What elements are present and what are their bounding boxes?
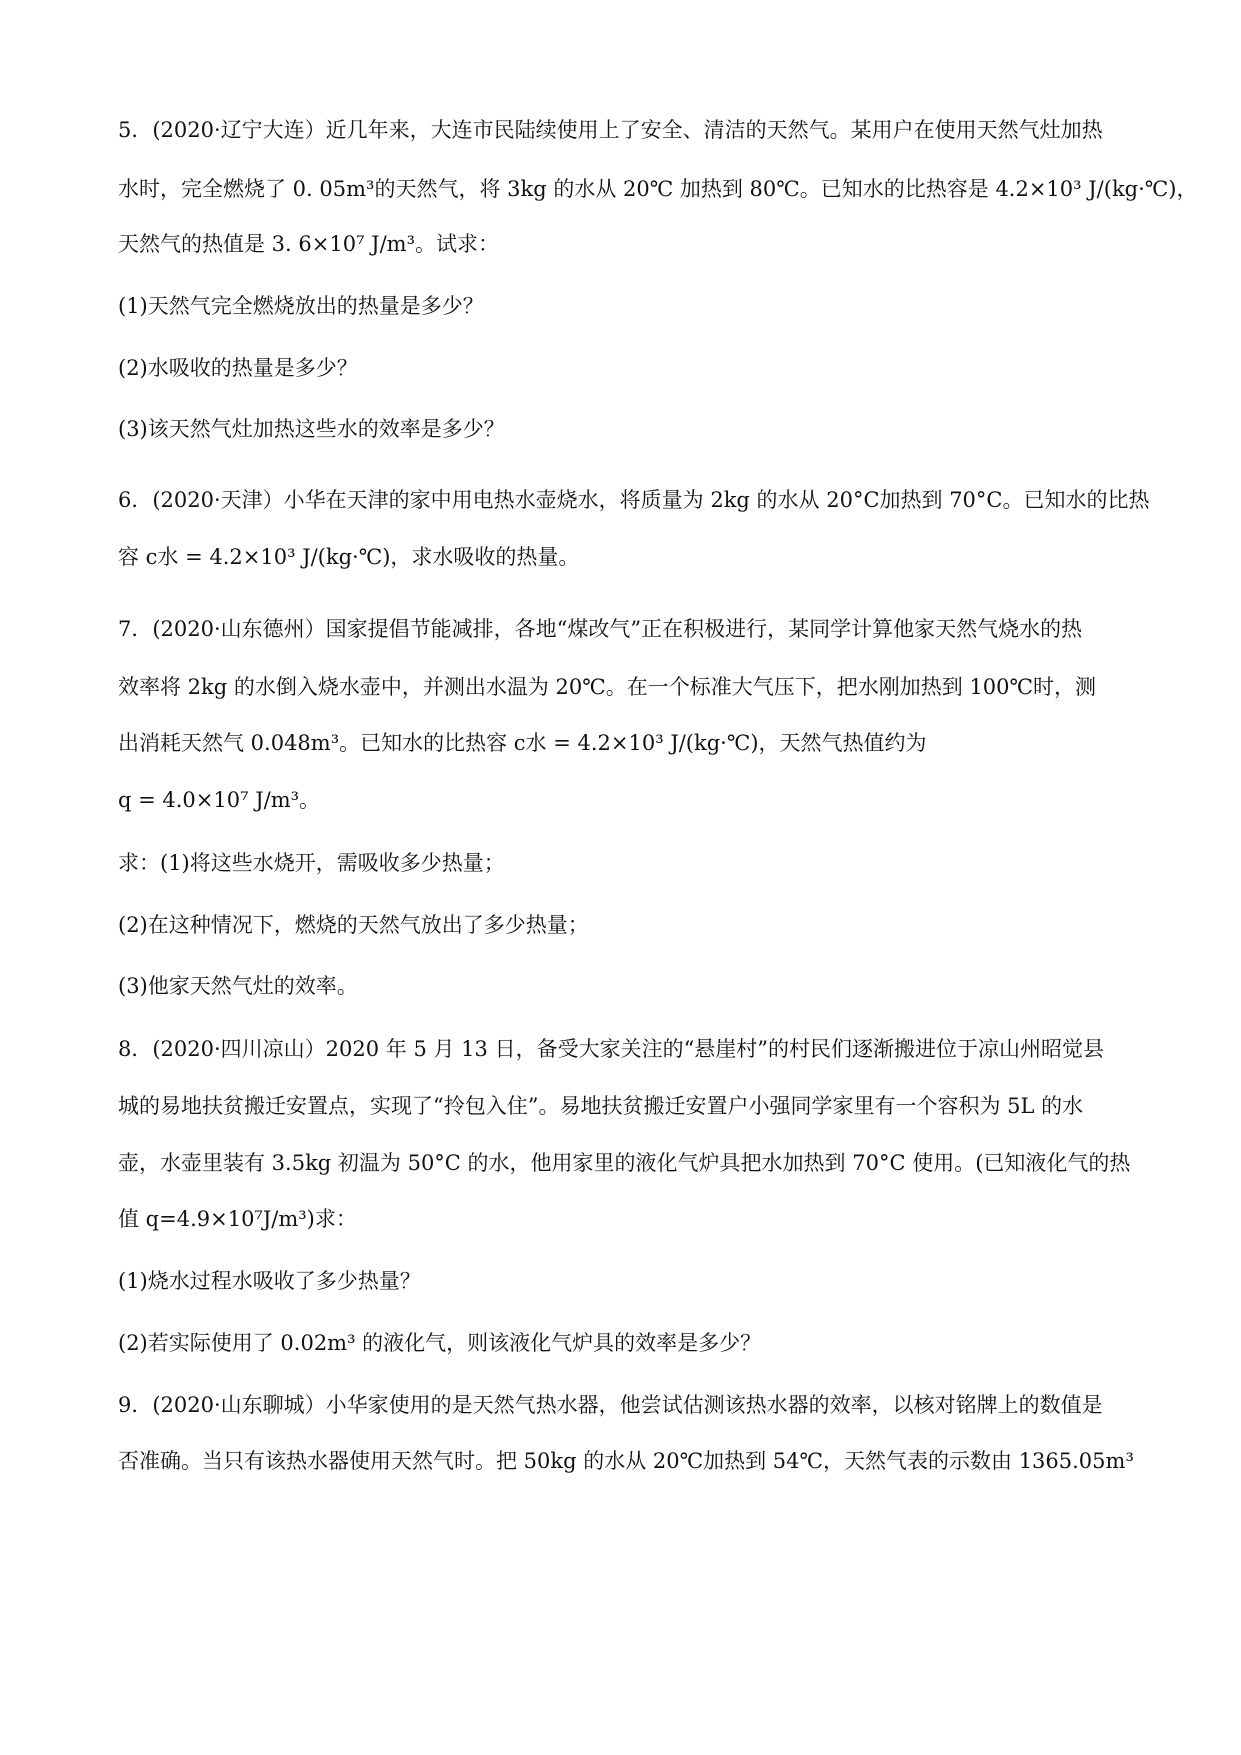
problem-5-line-6: (3)该天然气灶加热这些水的效率是多少？ [118, 417, 505, 441]
problem-7-line-2: 效率将 2kg 的水倒入烧水壶中，并测出水温为 20℃。在一个标准大气压下，把水刚加热到 100℃时，测 [118, 675, 1097, 699]
problem-7-line-4: q = 4.0×10⁷ J/m³。 [118, 788, 321, 812]
problem-9-line-1: 9．(2020·山东聊城）小华家使用的是天然气热水器，他尝试估测该热水器的效率，以核对铭牌上的数值是 [118, 1393, 1103, 1417]
problem-8-line-1: 8．(2020·四川凉山）2020 年 5 月 13 日，备受大家关注的“悬崖村”的村民们逐渐搬进位于凉山州昭觉县 [118, 1037, 1105, 1061]
problem-8-line-4: 值 q=4.9×10⁷J/m³)求： [118, 1207, 357, 1231]
problem-6-line-1: 6．(2020·天津）小华在天津的家中用电热水壶烧水，将质量为 2kg 的水从 20°C加热到 70°C。已知水的比热 [118, 488, 1150, 512]
problem-5-line-1: 5．(2020·辽宁大连）近几年来，大连市民陆续使用上了安全、清洁的天然气。某用户在使用天然气灶加热 [118, 118, 1103, 142]
problem-8-line-2: 城的易地扶贫搬迁安置点，实现了“拎包入住”。易地扶贫搬迁安置户小强同学家里有一个容积为 5L 的水 [118, 1094, 1084, 1118]
problem-8-line-5: (1)烧水过程水吸收了多少热量？ [118, 1269, 421, 1293]
problem-7-line-5: 求：(1)将这些水烧开，需吸收多少热量； [118, 851, 505, 875]
problem-6-line-2: 容 c水 = 4.2×10³ J/(kg·℃)，求水吸收的热量。 [118, 545, 580, 569]
problem-9-line-2: 否准确。当只有该热水器使用天然气时。把 50kg 的水从 20℃加热到 54℃，天然气表的示数由 1365.05m³ [118, 1449, 1134, 1473]
problem-8-line-3: 壶，水壶里装有 3.5kg 初温为 50°C 的水，他用家里的液化气炉具把水加热到 70°C 使用。(已知液化气的热 [118, 1151, 1131, 1175]
problem-5-line-5: (2)水吸收的热量是多少？ [118, 356, 358, 380]
problem-8-line-6: (2)若实际使用了 0.02m³ 的液化气，则该液化气炉具的效率是多少？ [118, 1331, 762, 1355]
problem-7-line-7: (3)他家天然气灶的效率。 [118, 974, 358, 998]
problem-5-line-2: 水时，完全燃烧了 0. 05m³的天然气，将 3kg 的水从 20℃ 加热到 80℃。已知水的比热容是 4.2×10³ J/(kg·℃)， [118, 177, 1198, 201]
problem-7-line-3: 出消耗天然气 0.048m³。已知水的比热容 c水 = 4.2×10³ J/(kg·℃)，天然气热值约为 [118, 731, 927, 755]
problem-7-line-1: 7．(2020·山东德州）国家提倡节能减排，各地“煤改气”正在积极进行，某同学计算他家天然气烧水的热 [118, 617, 1083, 641]
problem-7-line-6: (2)在这种情况下，燃烧的天然气放出了多少热量； [118, 913, 589, 937]
problem-5-line-3: 天然气的热值是 3. 6×10⁷ J/m³。试求： [118, 232, 499, 256]
problem-5-line-4: (1)天然气完全燃烧放出的热量是多少？ [118, 294, 484, 318]
